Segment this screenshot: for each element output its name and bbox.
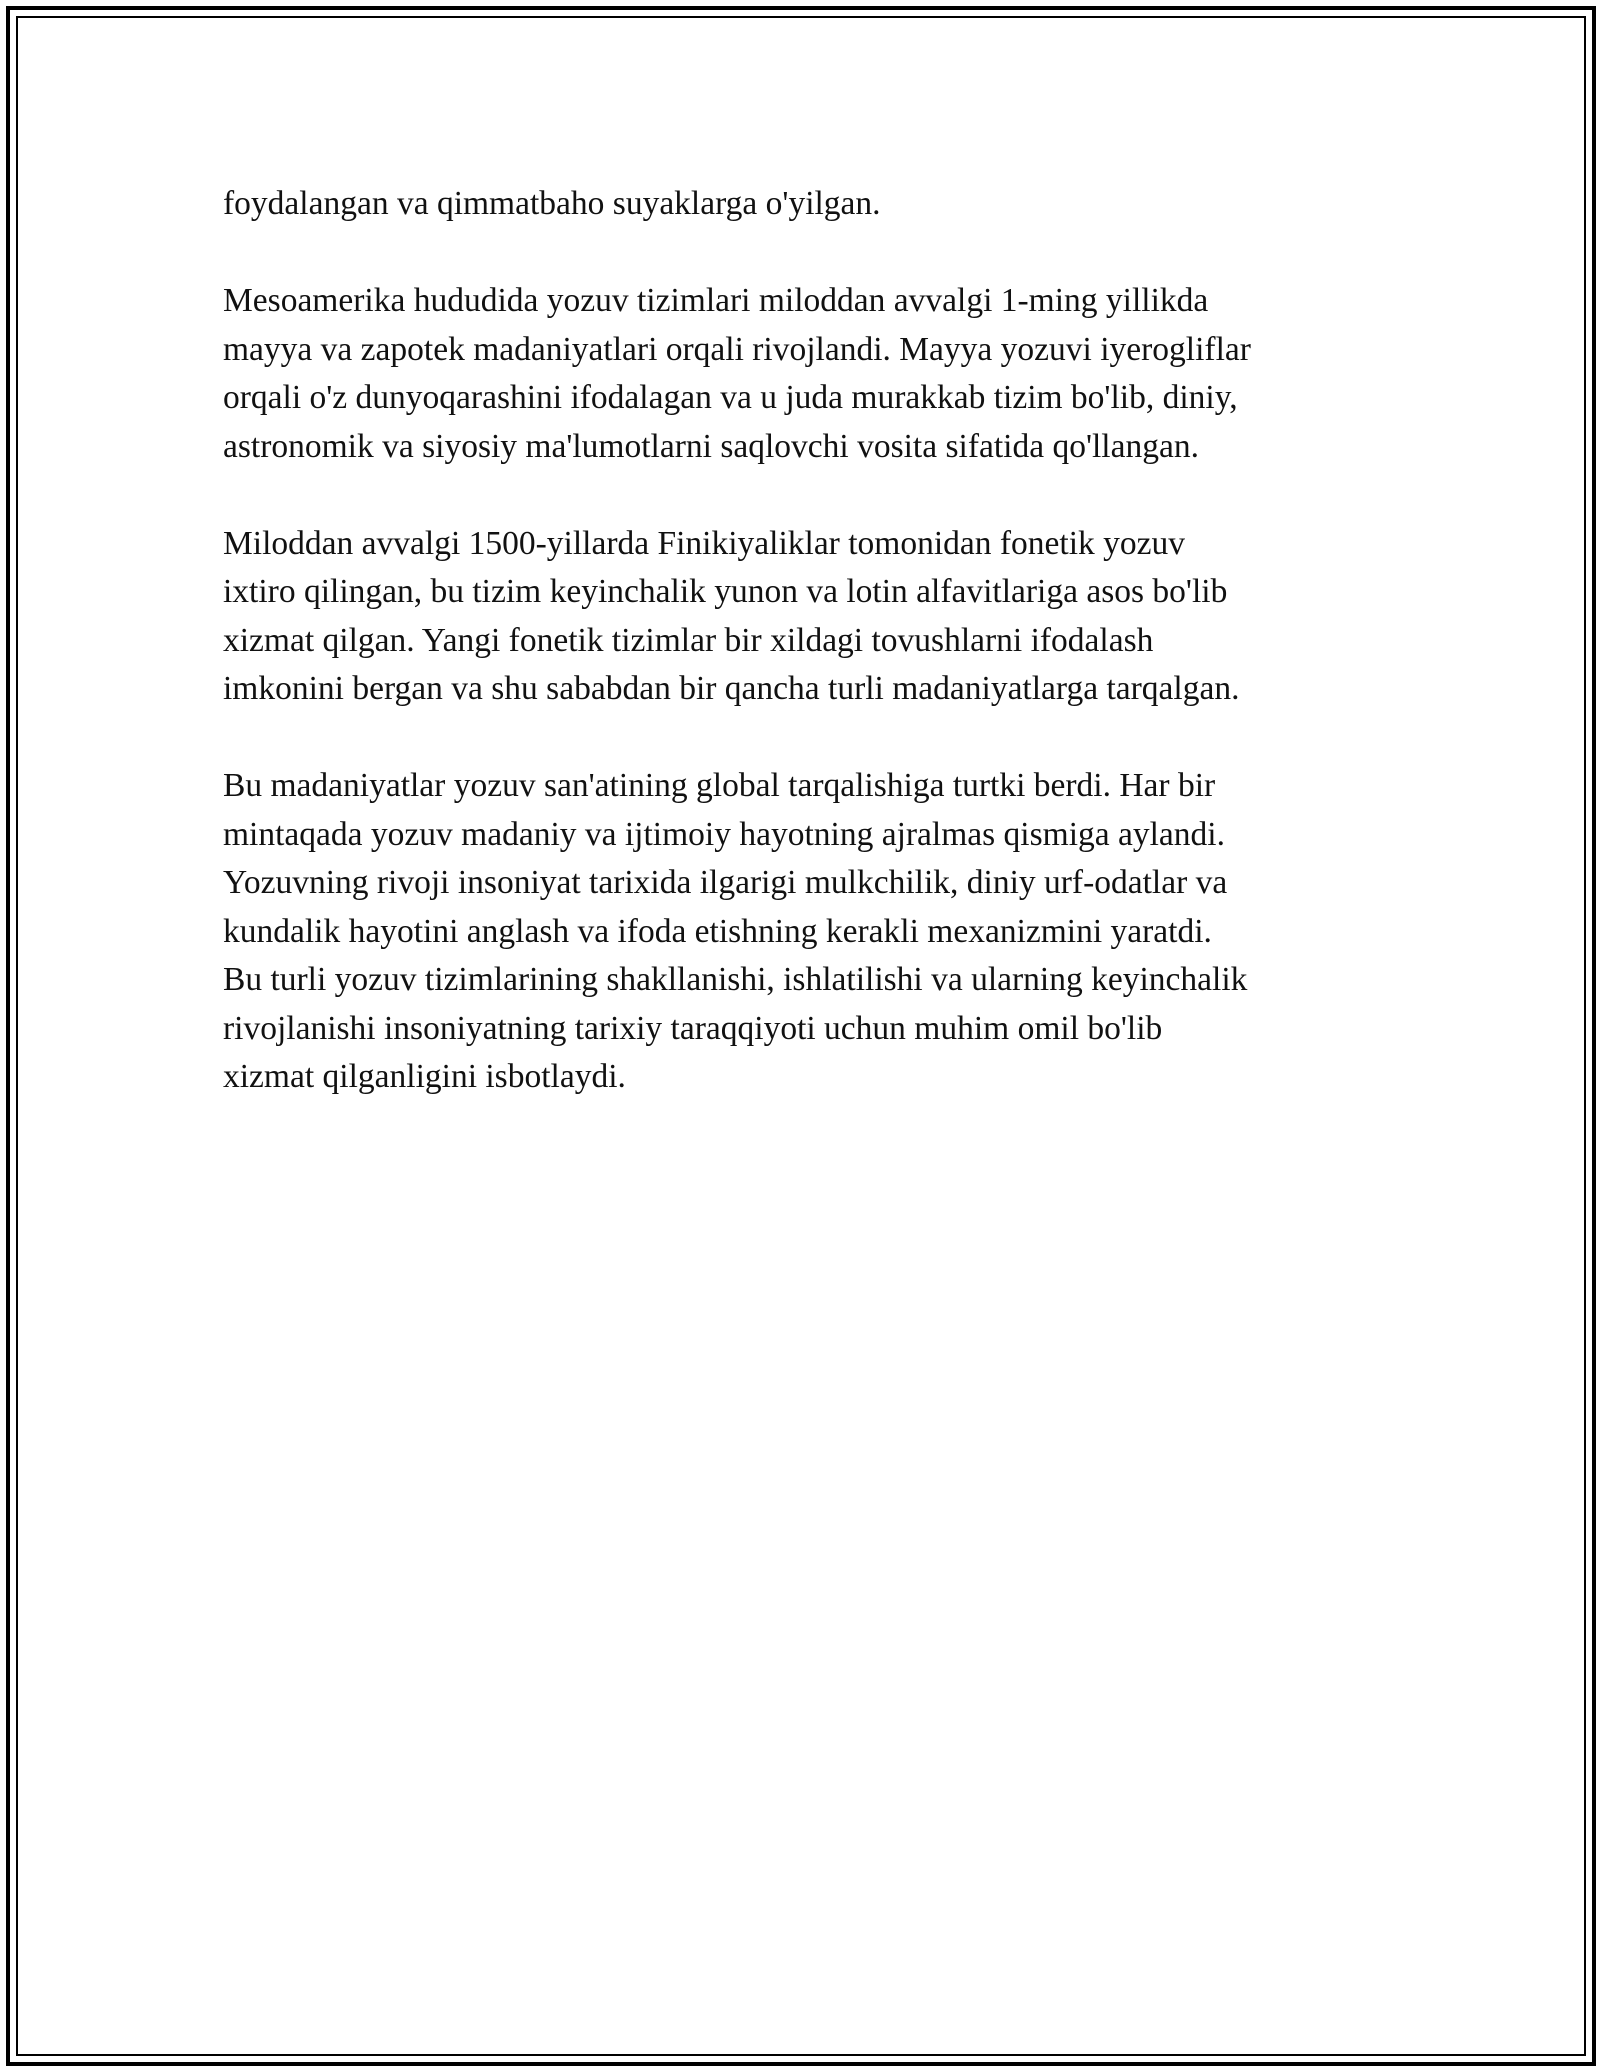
text-line: Miloddan avvalgi 1500-yillarda Finikiyaliklar tomonidan fonetik yozuv (223, 524, 1186, 562)
text-line: Mesoamerika hududida yozuv tizimlari miloddan avvalgi 1-ming yillikda (223, 282, 1209, 319)
text-line: astronomik va siyosiy ma'lumotlarni saqlovchi vosita sifatida qo'llangan. (223, 427, 1199, 465)
text-line: xizmat qilgan. Yangi fonetik tizimlar bir xildagi tovushlarni ifodalash (223, 621, 1154, 659)
text-line: foydalangan va qimmatbaho suyaklarga o'yilgan. (223, 185, 881, 222)
text-line: Yozuvning rivoji insoniyat tarixida ilgarigi mulkchilik, diniy urf-odatlar va (223, 864, 1228, 901)
text-line: Bu madaniyatlar yozuv san'atining global tarqalishiga turtki berdi. Har bir (223, 767, 1216, 804)
text-line: rivojlanishi insoniyatning tarixiy taraqqiyoti uchun muhim omil bo'lib (223, 1009, 1163, 1047)
paragraph (223, 520, 1373, 714)
paragraph (223, 180, 1373, 229)
text-line: orqali o'z dunyoqarashini ifodalagan va u juda murakkab tizim bo'lib, diniy, (223, 379, 1238, 416)
text-line: ixtiro qilingan, bu tizim keyinchalik yunon va lotin alfavitlariga asos bo'lib (223, 573, 1228, 610)
text-line: imkonini bergan va shu sababdan bir qancha turli madaniyatlarga tarqalgan. (223, 670, 1240, 707)
text-line: mayya va zapotek madaniyatlari orqali rivojlandi. Mayya yozuvi iyerogliflar (223, 330, 1251, 368)
text-line: kundalik hayotini anglash va ifoda etishning kerakli mexanizmini yaratdi. (223, 912, 1212, 950)
text-line: xizmat qilganligini isbotlaydi. (223, 1058, 626, 1095)
text-line: Bu turli yozuv tizimlarining shakllanishi, ishlatilishi va ularning keyinchalik (223, 961, 1248, 998)
paragraph (223, 762, 1373, 1102)
text-line: mintaqada yozuv madaniy va ijtimoiy hayotning ajralmas qismiga aylandi. (223, 815, 1225, 853)
paragraph (223, 277, 1373, 471)
document-body (223, 180, 1373, 1150)
